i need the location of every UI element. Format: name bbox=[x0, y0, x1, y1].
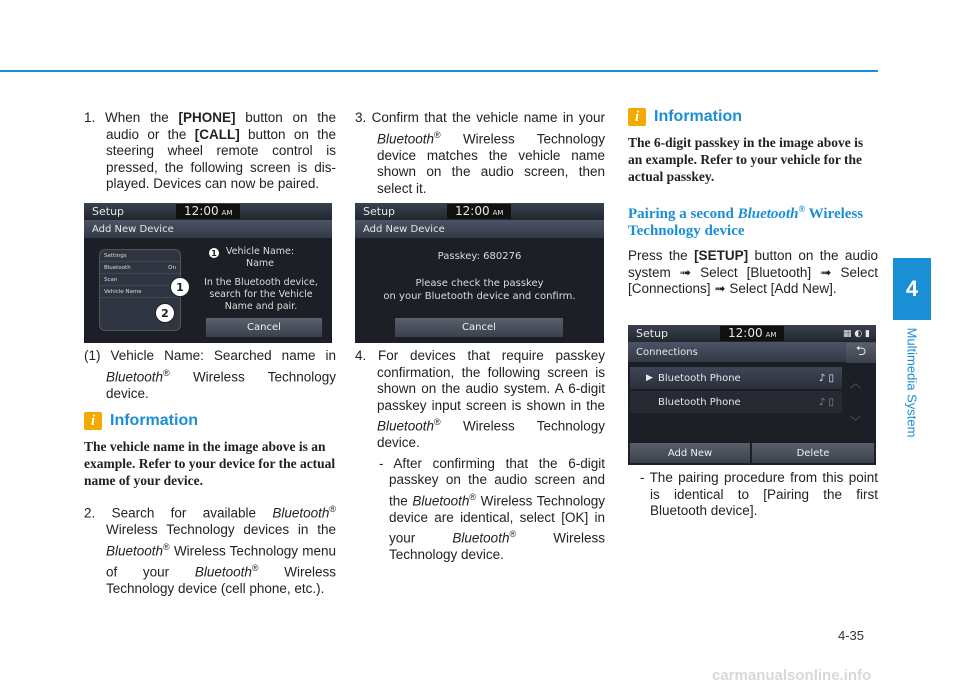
mini-item-settings: Settings bbox=[100, 250, 180, 262]
column-2 bbox=[355, 110, 605, 197]
clock: 12:00 AM bbox=[720, 326, 784, 341]
info-icon: i bbox=[84, 412, 102, 430]
column-1-lower bbox=[84, 348, 336, 597]
pairing-note: - The pairing procedure from this point is identical to [Pairing the first Bluetooth device]. bbox=[640, 470, 878, 518]
screen-title: Connections bbox=[628, 342, 876, 362]
pair-hint: In the Bluetooth device, search for the Vehicle Name and pair. bbox=[204, 277, 318, 312]
info-heading: i Information bbox=[628, 108, 878, 126]
vehicle-name-label: Vehicle Name: bbox=[225, 246, 295, 257]
screen-header: Setup bbox=[636, 327, 669, 340]
passkey-message-1: Please check the passkey bbox=[415, 278, 544, 289]
vehicle-name-value: Name bbox=[245, 258, 275, 269]
note-vehicle-name: (1) Vehicle Name: Searched name in Bluetooth® Wireless Technology device. bbox=[84, 348, 336, 401]
step-4-subnote: - After confirming that the 6-digit passkey on the audio screen and the Bluetooth® Wireless Technology device are identical, select [OK] in your Bluetooth® Wireless Technology device. bbox=[379, 455, 605, 562]
scroll-down-icon[interactable]: ﹀ bbox=[850, 415, 861, 428]
device-row-1[interactable]: ▶ Bluetooth Phone ♪ ▯ bbox=[630, 367, 842, 389]
pairing-instructions: Press the [SETUP] button on the audio system ➟ Select [Bluetooth] ➟ Select [Connections] ➟ Select [Add New]. bbox=[628, 248, 878, 296]
page-number: 4-35 bbox=[838, 628, 865, 643]
step-3: 3. Confirm that the vehicle name in your Bluetooth® Wireless Technology device matches the vehicle name shown on the audio screen, then select it. bbox=[355, 110, 605, 196]
add-device-screen bbox=[84, 203, 332, 343]
connections-screen bbox=[628, 325, 876, 465]
info-text: The vehicle name in the image above is an example. Refer to your device for the actual name of your device. bbox=[84, 439, 336, 488]
screen-header: Setup bbox=[363, 205, 396, 218]
status-icons: ▦ ◐ ▮ bbox=[842, 328, 870, 339]
mini-item-scan: Scan bbox=[100, 274, 180, 286]
cancel-button[interactable]: Cancel bbox=[206, 318, 322, 337]
column-2-lower bbox=[355, 348, 605, 564]
step-2: 2. Search for available Bluetooth® Wireless Technology devices in the Bluetooth® Wireless Technology menu of your Bluetooth® Wireless Technology device (cell phone, etc.). bbox=[84, 504, 336, 596]
top-rule bbox=[0, 70, 878, 72]
column-3 bbox=[628, 108, 878, 298]
screen-title: Add New Device bbox=[355, 220, 604, 238]
mini-item-vehicle: Vehicle Name bbox=[100, 286, 180, 298]
music-phone-icon: ♪ ▯ bbox=[818, 396, 834, 408]
info-icon: i bbox=[628, 108, 646, 126]
passkey-message-2: on your Bluetooth device and confirm. bbox=[383, 291, 576, 302]
device-row-2[interactable]: Bluetooth Phone ♪ ▯ bbox=[630, 391, 842, 413]
screen-header: Setup bbox=[92, 205, 125, 218]
step-4: 4. For devices that require passkey confirmation, the following screen is shown on the audio system. A 6-digit passkey input screen is shown in the Bluetooth® Wireless Technology device. bbox=[355, 348, 605, 450]
step-1: 1. When the [PHONE] button on the audio or the [CALL] button on the steering wheel remote control is pressed, the following screen is dis- played. Devices can now be paired. bbox=[84, 110, 336, 191]
play-icon: ▶ bbox=[646, 373, 653, 383]
subheading-pairing-second: Pairing a second Bluetooth® Wireless Technology device bbox=[628, 204, 864, 239]
passkey-screen bbox=[355, 203, 604, 343]
delete-button[interactable]: Delete bbox=[752, 443, 874, 463]
column-1 bbox=[84, 110, 336, 193]
section-title: Multimedia System bbox=[904, 327, 920, 437]
vehicle-name-marker: 1 bbox=[208, 247, 220, 259]
callout-2: 2 bbox=[155, 303, 175, 323]
chapter-tab: 4 bbox=[893, 258, 931, 320]
callout-1: 1 bbox=[170, 277, 190, 297]
column-3-lower bbox=[628, 470, 878, 520]
info-text: The 6-digit passkey in the image above is an example. Refer to your vehicle for the actual passkey. bbox=[628, 135, 864, 184]
clock: 12:00 AM bbox=[447, 204, 511, 219]
screen-title: Add New Device bbox=[84, 220, 332, 238]
back-button[interactable]: ⮌ bbox=[846, 343, 876, 363]
scroll-up-icon[interactable]: ︿ bbox=[850, 377, 861, 390]
watermark: carmanualsonline.info bbox=[712, 667, 872, 684]
passkey-value: Passkey: 680276 bbox=[437, 251, 522, 262]
mini-item-bluetooth: Bluetooth On bbox=[100, 262, 180, 274]
music-phone-icon: ♪ ▯ bbox=[818, 372, 834, 384]
info-heading: i Information bbox=[84, 412, 336, 430]
clock: 12:00 AM bbox=[176, 204, 240, 219]
add-new-button[interactable]: Add New bbox=[630, 443, 750, 463]
cancel-button[interactable]: Cancel bbox=[395, 318, 563, 337]
